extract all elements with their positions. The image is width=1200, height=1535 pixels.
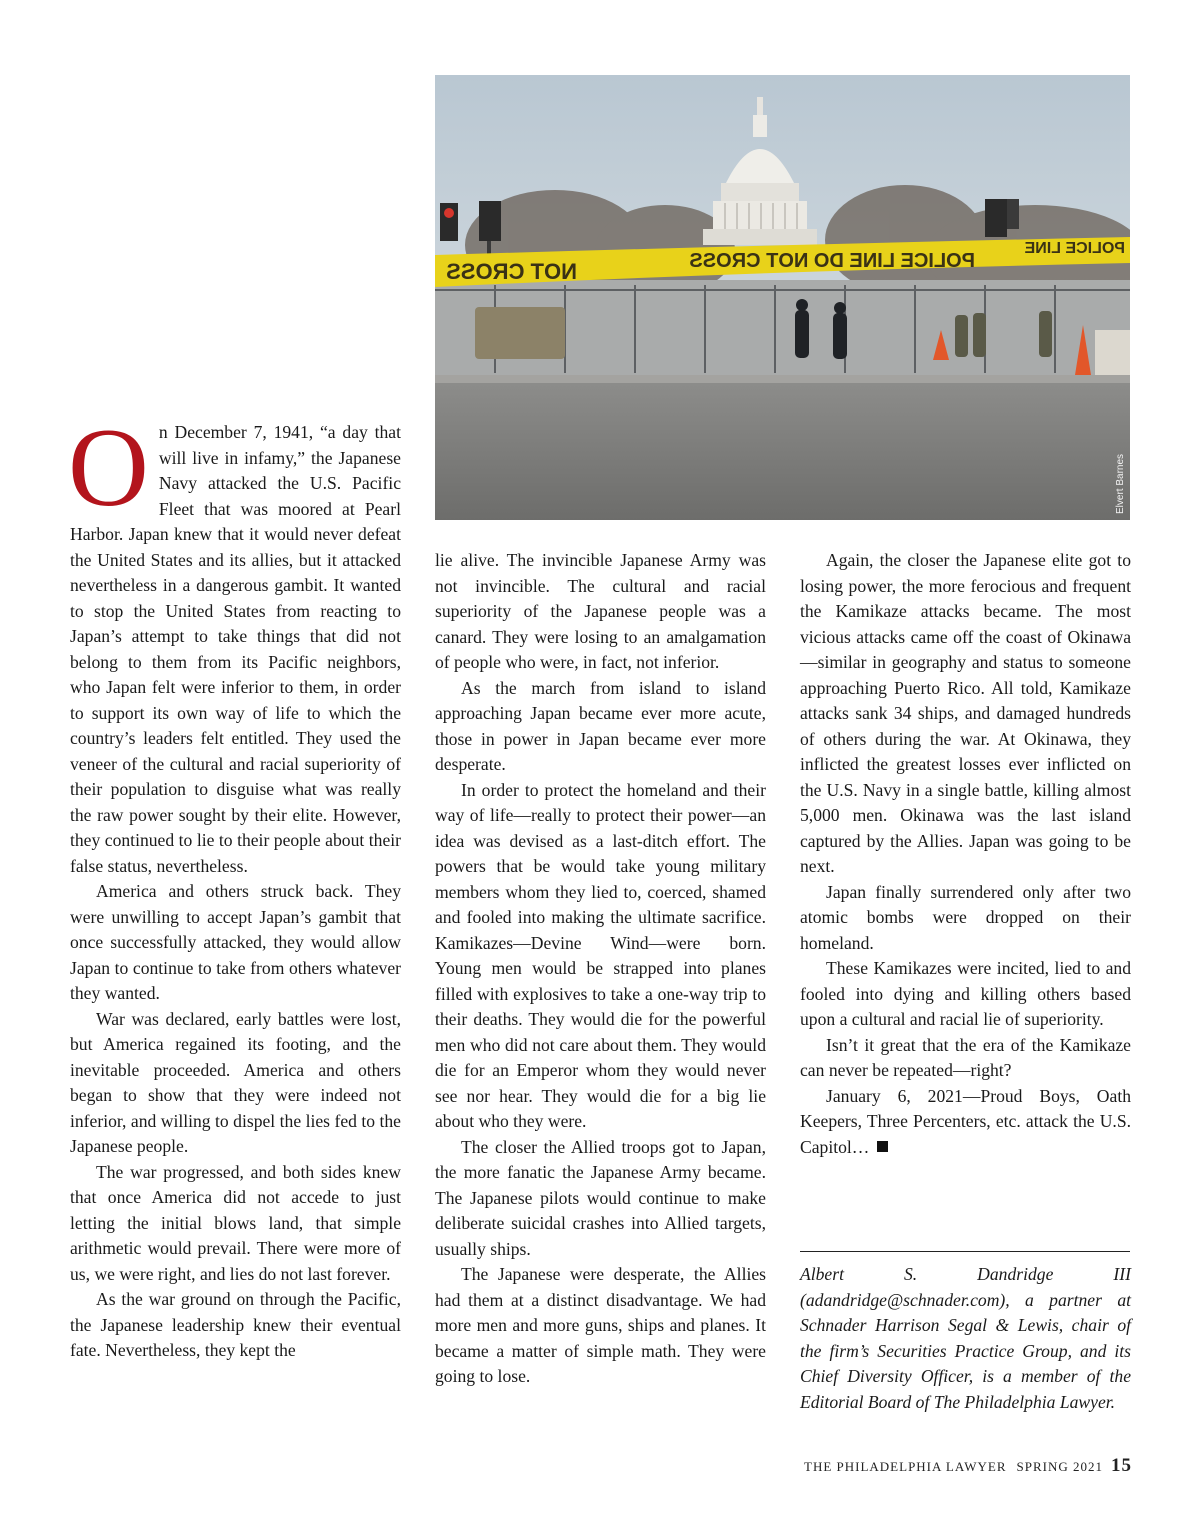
tape-text-mid: POLICE LINE DO NOT CROSS (689, 250, 975, 272)
article-column-1 (68, 406, 401, 1364)
page-footer (804, 1455, 1132, 1477)
capitol-photo (435, 75, 1130, 520)
article-column-3 (800, 548, 1131, 1160)
paragraph: War was declared, early battles were lost, but America regained its footing, and the inevitable proceeded. America and others began to show that they were indeed not inferior, and willing to dispel the lies fed to the Japanese people. (70, 1008, 401, 1156)
paragraph: In order to protect the homeland and their way of life—really to protect their power—an idea was devised as a last-ditch effort. The powers that be would take young military members whom they lied to, coerced, shamed and fooled into making the ultimate sacrifice. Kamikazes—Devine Wind—were born. Young men would be strapped into planes filled with explosives to take a one-way trip to their deaths. They would die for the powerful men who did not care about them. They would die for an Emperor whom they would never see nor hear. They would die for a big lie about who they were. (435, 779, 766, 1131)
paragraph: As the war ground on through the Pacific, the Japanese leadership knew their eventual fate. Nevertheless, they kept the (70, 1289, 401, 1360)
barrier (1095, 330, 1130, 375)
bio-divider (800, 1251, 1130, 1252)
article-column-2 (435, 548, 766, 1390)
paragraph: The war progressed, and both sides knew that once America did not accede to just letting the initial blows land, that simple arithmetic would prevail. There were more of us, we were right, and lies do not last forever. (70, 1161, 401, 1284)
paragraph: As the march from island to island approaching Japan became ever more acute, those in power in Japan became ever more desperate. (435, 677, 766, 774)
paragraph: America and others struck back. They were unwilling to accept Japan’s gambit that once successfully attacked, they would allow Japan to continue to take from others whatever they wanted. (70, 881, 401, 1003)
paragraph: Isn’t it great that the era of the Kamikaze can never be repeated—right? (800, 1034, 1131, 1080)
humvee (475, 307, 565, 359)
paragraph: lie alive. The invincible Japanese Army was not invincible. The cultural and racial superiority of the Japanese people was a canard. They were losing to an amalgamation of people who were, in fact, not inferior. (435, 550, 766, 672)
capitol-photo-illustration (435, 75, 1130, 520)
paragraph: Japan finally surrendered only after two atomic bombs were dropped on their homeland. (800, 881, 1131, 953)
paragraph: On December 7, 1941, “a day that will live in infamy,” the Japanese Navy attacked the U.S. Pacific Fleet that was moored at Pearl Harbor. Japan knew that it would never defeat the United States and its allies, but it attacked nevertheless in a dangerous gambit. It wanted to stop the United States from reacting to Japan’s attempt to take things that did not belong to them from its Pacific neighbors, who Japan felt were inferior to them, in order to support its own way of life to which the country’s leaders felt entitled. They used the veneer of the cultural and racial superiority of their population to disguise what was really the raw power sought by their elite. However, they continued to lie to their people about their false status, nevertheless. (68, 406, 401, 876)
tape-text-left: NOT CROSS (446, 259, 577, 284)
paragraph: The Japanese were desperate, the Allies had them at a distinct disadvantage. We had more men and more guns, ships and planes. It became a matter of simple math. They were going to lose. (435, 1264, 766, 1386)
photo-credit: Elvert Barnes (1115, 453, 1126, 514)
author-bio: Albert S. Dandridge III (adandridge@schnader.com), a partner at Schnader Harrison Segal & Lewis, chair of the firm’s Securities Practice Group, and its Chief Diversity Officer, is a member of the Editorial Board of The Philadelphia Lawyer. (800, 1264, 1131, 1412)
publication-name: THE PHILADELPHIA LAWYER (804, 1459, 1007, 1474)
tape-text-right: POLICE LINE (1024, 240, 1125, 257)
end-mark-icon (877, 1141, 888, 1152)
paragraph: These Kamikazes were incited, lied to and fooled into dying and killing others based upon a cultural and racial lie of superiority. (800, 958, 1131, 1029)
drop-cap: O (68, 406, 149, 530)
page-number: 15 (1111, 1455, 1132, 1476)
street (435, 375, 1130, 520)
paragraph: Again, the closer the Japanese elite got to losing power, the more ferocious and frequent the Kamikaze attacks became. The most vicious attacks came off the coast of Okinawa—similar in geography and status to someone approaching Puerto Rico. All told, Kamikaze attacks sank 34 ships, and damaged hundreds of others during the war. At Okinawa, they inflicted the greatest losses ever inflicted on the U.S. Navy in a single battle, killing almost 5,000 men. Okinawa was the last island captured by the Allies. Japan was going to be next. (800, 550, 1131, 876)
paragraph: The closer the Allied troops got to Japan, the more fanatic the Japanese Army became. The Japanese pilots would continue to make deliberate suicidal crashes into Allied targets, usually ships. (435, 1136, 766, 1259)
issue-season: SPRING 2021 (1016, 1459, 1103, 1474)
paragraph: January 6, 2021—Proud Boys, Oath Keepers, Three Percenters, etc. attack the U.S. Capitol… (800, 1085, 1131, 1157)
